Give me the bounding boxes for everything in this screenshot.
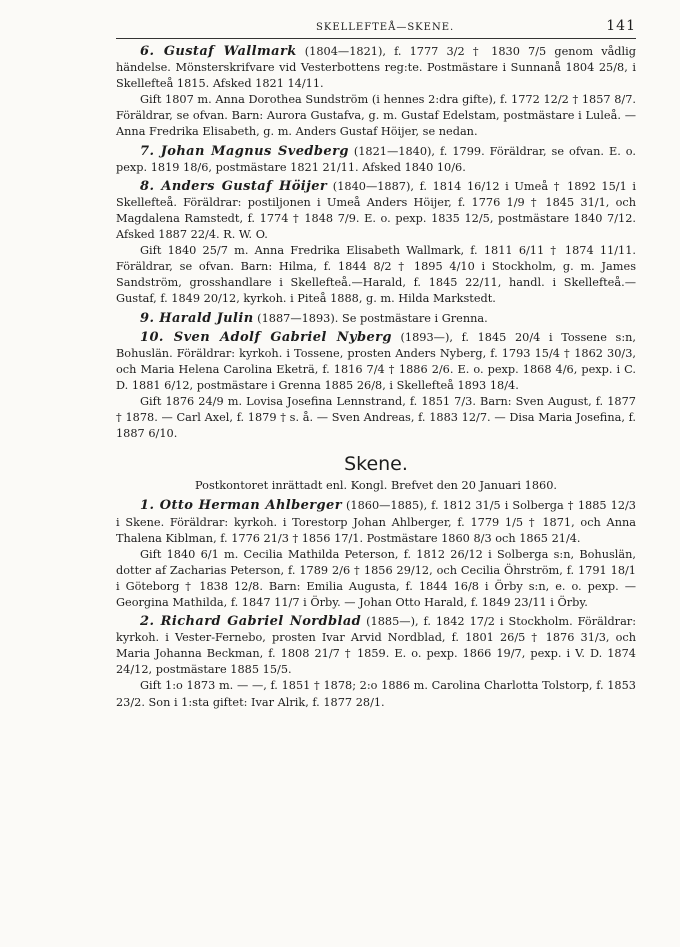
entry-8 xyxy=(116,179,636,308)
entry-paragraph xyxy=(116,311,636,327)
entry-paragraph xyxy=(116,330,636,394)
entry-paragraph xyxy=(116,498,636,546)
entry-text: (1893—), f. 1845 20/4 i Tossene s:n, Bohuslän. Föräldrar: kyrkoh. i Tossene, prosten Anders Nyberg, f. 1793 15/4 † 1862 30/3, och Maria Helena Carolina Eketrä, f. 1816 7/4 † 1886 2/6. E. o. pexp. 1868 4/6, pexp. i C. D. 1881 6/12, postmästare i Grenna 1885 26/8, i Skellefteå 1893 18/4. xyxy=(116,330,636,392)
entry-name: 2. Richard Gabriel Nordblad xyxy=(140,614,362,630)
entry-6 xyxy=(116,44,636,141)
entry-text: (1887—1893). Se postmästare i Grenna. xyxy=(257,311,488,325)
entry-name: 7. Johan Magnus Svedberg xyxy=(140,143,349,159)
page-number: 141 xyxy=(606,18,636,34)
entry-paragraph: Gift 1840 25/7 m. Anna Fredrika Elisabeth Wallmark, f. 1811 6/11 † 1874 11/11. Föräldrar, se ofvan. Barn: Hilma, f. 1844 8/2 † 1895 4/10 i Stockholm, g. m. James Sandström, grosshandlare i Skellefteå.—Harald, f. 1845 22/11, handl. i Skellefteå.—Gustaf, f. 1849 20/12, kyrkoh. i Piteå 1888, g. m. Hilda Markstedt. xyxy=(116,244,636,306)
entry-skene-1 xyxy=(116,498,636,611)
entry-text: (1804—1821), f. 1777 3/2 † 1830 7/5 genom vådlig händelse. Mönsterskrifvare vid Vesterbottens reg:te. Postmästare i Sunnanå 1804 25/8, i Skellefteå 1815. Afsked 1821 14/11. xyxy=(116,45,636,91)
entry-10 xyxy=(116,330,636,443)
entry-paragraph: Gift 1:o 1873 m. — —, f. 1851 † 1878; 2:o 1886 m. Carolina Charlotta Tolstorp, f. 1853 23/2. Son i 1:sta giftet: Ivar Alrik, f. 1877 28/1. xyxy=(116,679,636,709)
entry-paragraph xyxy=(116,179,636,243)
entry-name: 6. Gustaf Wallmark xyxy=(140,44,297,59)
entry-name: 10. Sven Adolf Gabriel Nyberg xyxy=(140,329,392,345)
entry-text: (1885—), f. 1842 17/2 i Stockholm. Föräldrar: kyrkoh. i Vester-Fernebo, prosten Ivar Arvid Nordblad, f. 1801 26/5 † 1876 31/3, och Maria Johanna Beckman, f. 1808 21/7 † 1859. E. o. pexp. 1866 19/7, pexp. i V. D. 1874 24/12, postmästare 1885 15/5. xyxy=(116,615,637,677)
entry-paragraph: Gift 1876 24/9 m. Lovisa Josefina Lennstrand, f. 1851 7/3. Barn: Sven August, f. 1877 † 1878. — Carl Axel, f. 1879 † s. å. — Sven Andreas, f. 1883 12/7. — Disa Maria Josefina, f. 1887 6/10. xyxy=(116,394,636,441)
page-body xyxy=(116,44,636,714)
entry-text: (1860—1885), f. 1812 31/5 i Solberga † 1885 12/3 i Skene. Föräldrar: kyrkoh. i Torestorp Johan Ahlberger, f. 1779 1/5 † 1871, och Anna Thalena Kiblman, f. 1776 21/3 † 1856 17/1. Postmästare 1860 8/3 och 1865 21/4. xyxy=(116,499,636,545)
entry-paragraph: Gift 1840 6/1 m. Cecilia Mathilda Peterson, f. 1812 26/12 i Solberga s:n, Bohuslän, dotter af Zacharias Peterson, f. 1789 2/6 † 1856 29/12, och Cecilia Öhrström, f. 1791 18/1 i Göteborg † 1838 12/8. Barn: Emilia Augusta, f. 1844 16/8 i Örby s:n, e. o. pexp. — Georgina Mathilda, f. 1847 11/7 i Örby. — Johan Otto Harald, f. 1849 23/11 i Örby. xyxy=(116,547,636,609)
entry-text: (1821—1840), f. 1799. Föräldrar, se ofvan. E. o. pexp. 1819 18/6, postmästare 1821 21/11. Afsked 1840 10/6. xyxy=(116,144,636,174)
running-head: SKELLEFTEÅ—SKENE. xyxy=(316,22,455,33)
entry-paragraph xyxy=(116,614,636,678)
entry-paragraph: Gift 1807 m. Anna Dorothea Sundström (i hennes 2:dra gifte), f. 1772 12/2 † 1857 8/7. Föräldrar, se ofvan. Barn: Aurora Gustafva, g. m. Gustaf Edelstam, postmästare i Luleå. — Anna Fredrika Elisabeth, g. m. Anders Gustaf Höijer, se nedan. xyxy=(116,93,636,139)
entry-7 xyxy=(116,144,636,176)
entry-9 xyxy=(116,311,636,327)
entry-name: 8. Anders Gustaf Höijer xyxy=(140,178,328,194)
entry-name: 1. Otto Herman Ahlberger xyxy=(140,498,342,514)
entry-paragraph xyxy=(116,44,636,92)
header-rule xyxy=(116,38,636,39)
entry-skene-2 xyxy=(116,614,636,711)
section-intro: Postkontoret inrättadt enl. Kongl. Brefvet den 20 Januari 1860. xyxy=(195,479,557,493)
page-header xyxy=(116,18,636,40)
entry-paragraph xyxy=(116,144,636,176)
section-title: Skene. xyxy=(344,453,408,476)
entry-name: 9. Harald Julin xyxy=(140,310,254,326)
entry-text: (1840—1887), f. 1814 16/12 i Umeå † 1892 15/1 i Skellefteå. Föräldrar: postiljonen i Umeå Anders Höijer, f. 1776 1/9 † 1845 31/1, och Magdalena Ramstedt, f. 1774 † 1848 7/9. E. o. pexp. 1835 12/5, postmästare 1840 7/12. Afsked 1887 22/4. R. W. O. xyxy=(116,179,637,242)
